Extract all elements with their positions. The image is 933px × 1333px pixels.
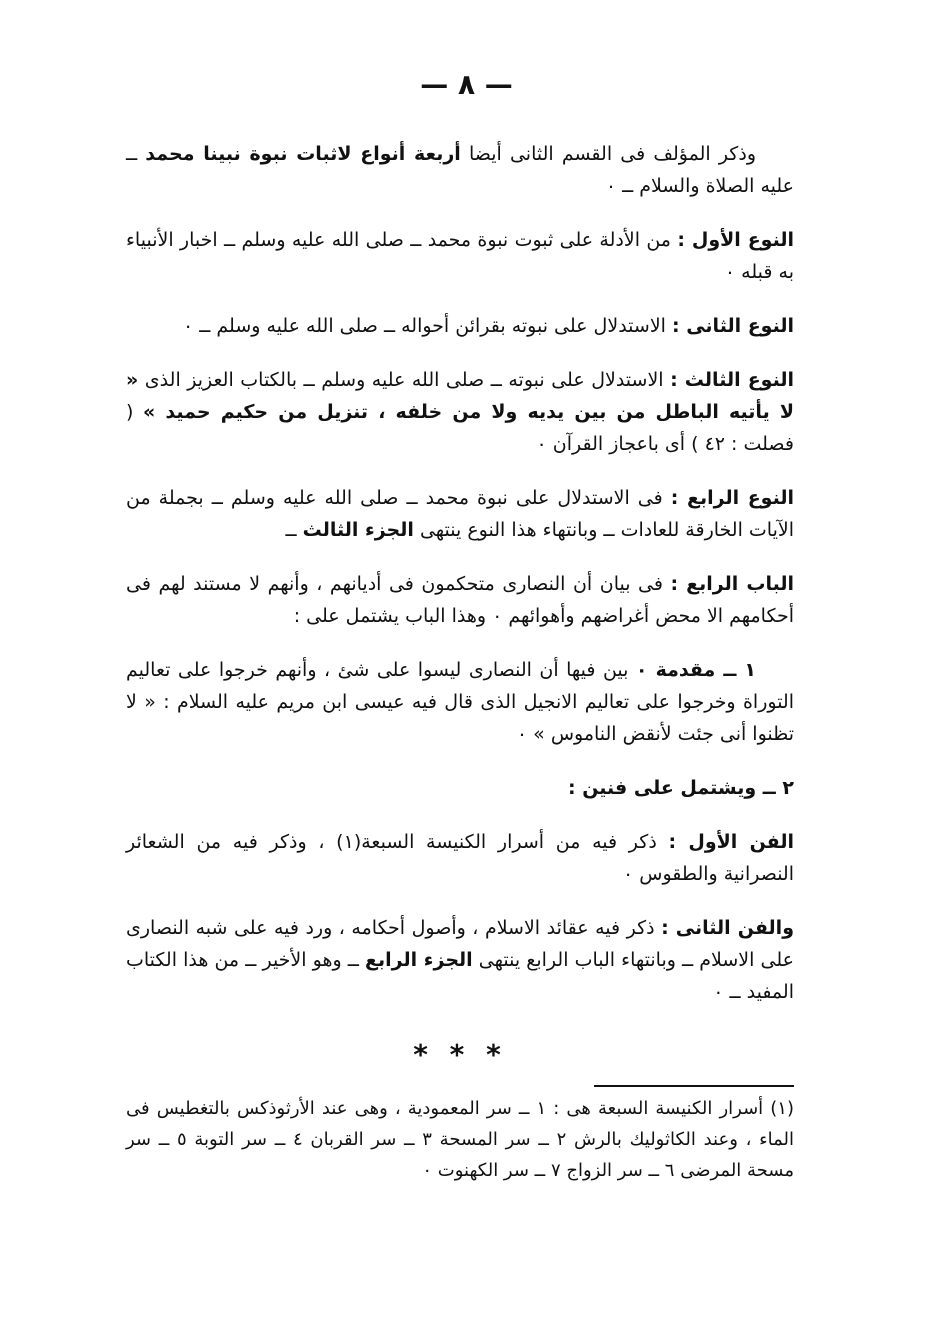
paragraph-text: فى بيان أن النصارى متحكمون فى أديانهم ، وأنهم لا مستند لهم فى أحكامهم الا محض أغراضهم وأهوائهم ٠ وهذا الباب يشتمل على : [126,573,794,627]
paragraph-type-four [126,482,794,546]
paragraph-tail: ( فصلت : ٤٢ ) أى باعجاز القرآن ٠ [126,401,794,455]
paragraph-heading: ٢ ــ ويشتمل على فنين : [567,777,794,799]
paragraph-heading: ١ ــ مقدمة ٠ [635,659,756,681]
paragraph-bold-phrase: « لا يأتيه الباطل من بين يديه ولا من خلفه ، تنزيل من حكيم حميد » [126,369,794,423]
paragraph-text: فى الاستدلال على نبوة محمد ــ صلى الله عليه وسلم ــ بجملة من الآيات الخارقة للعادات ــ وبانتهاء هذا النوع ينتهى [126,487,794,541]
footnote-rule [594,1085,794,1087]
paragraph-type-three [126,364,794,460]
paragraph-heading: والفن الثانى : [661,917,794,939]
paragraph-art-two [126,912,794,1008]
paragraph-text: الاستدلال على نبوته ــ صلى الله عليه وسلم ــ بالكتاب العزيز الذى [138,369,671,391]
paragraph-text: ذكر فيه عقائد الاسلام ، وأصول أحكامه ، ورد فيه على شبه النصارى على الاسلام ــ وبانتهاء الباب الرابع ينتهى [126,917,794,971]
page-number: — ٨ — [420,68,513,101]
paragraph-bold-phrase: الجزء الثالث [302,519,414,541]
paragraph-art-one [126,826,794,890]
paragraph-type-one [126,224,794,288]
paragraph-text: الاستدلال على نبوته بقرائن أحواله ــ صلى الله عليه وسلم ــ ٠ [182,315,672,337]
paragraph-bold-phrase: أربعة أنواع لاثبات نبوة نبينا محمد [145,143,461,165]
paragraph-heading: النوع الثالث : [670,369,794,391]
paragraph-tail: ــ وهو الأخير ــ من هذا الكتاب المفيد ــ ٠ [126,949,794,1003]
section-separator: * * * [413,1038,507,1071]
paragraph-heading: الفن الأول : [668,831,795,853]
paragraph-heading: الباب الرابع : [670,573,794,595]
paragraph-heading: النوع الأول : [677,229,794,251]
paragraph-type-two [126,310,794,342]
paragraph-introduction-item [126,654,794,750]
paragraph-heading: النوع الثانى : [671,315,794,337]
paragraph-text: وذكر المؤلف فى القسم الثانى أيضا [460,143,756,165]
paragraph-text: من الأدلة على ثبوت نبوة محمد ــ صلى الله عليه وسلم ــ اخبار الأنبياء به قبله ٠ [126,229,794,283]
page-body [126,138,794,1186]
paragraph-text: ذكر فيه من أسرار الكنيسة السبعة(١) ، وذكر فيه من الشعائر النصرانية والطقوس ٠ [126,831,794,885]
footnote: (١) أسرار الكنيسة السبعة هى : ١ ــ سر المعمودية ، وهى عند الأرثوذكس بالتغطيس فى الماء ، وعند الكاثوليك بالرش ٢ ــ سر المسحة ٣ ــ سر القربان ٤ ــ سر التوبة ٥ ــ سر مسحة المرضى ٦ ــ سر الزواج ٧ ــ سر الكهنوت ٠ [126,1098,794,1181]
paragraph-two-arts [126,772,794,804]
paragraph-bold-phrase: الجزء الرابع [365,949,473,971]
paragraph-chapter-four [126,568,794,632]
paragraph-text: بين فيها أن النصارى ليسوا على شئ ، وأنهم خرجوا على تعاليم التوراة وخرجوا على تعاليم الانجيل الذى قال فيه عيسى ابن مريم عليه السلام : « لا تظنوا أنى جئت لأنقض الناموس » ٠ [126,659,794,745]
paragraph-tail: ــ عليه الصلاة والسلام ــ ٠ [126,143,794,197]
paragraph-intro [126,138,794,202]
paragraph-tail: ــ [285,519,303,541]
paragraph-heading: النوع الرابع : [670,487,794,509]
